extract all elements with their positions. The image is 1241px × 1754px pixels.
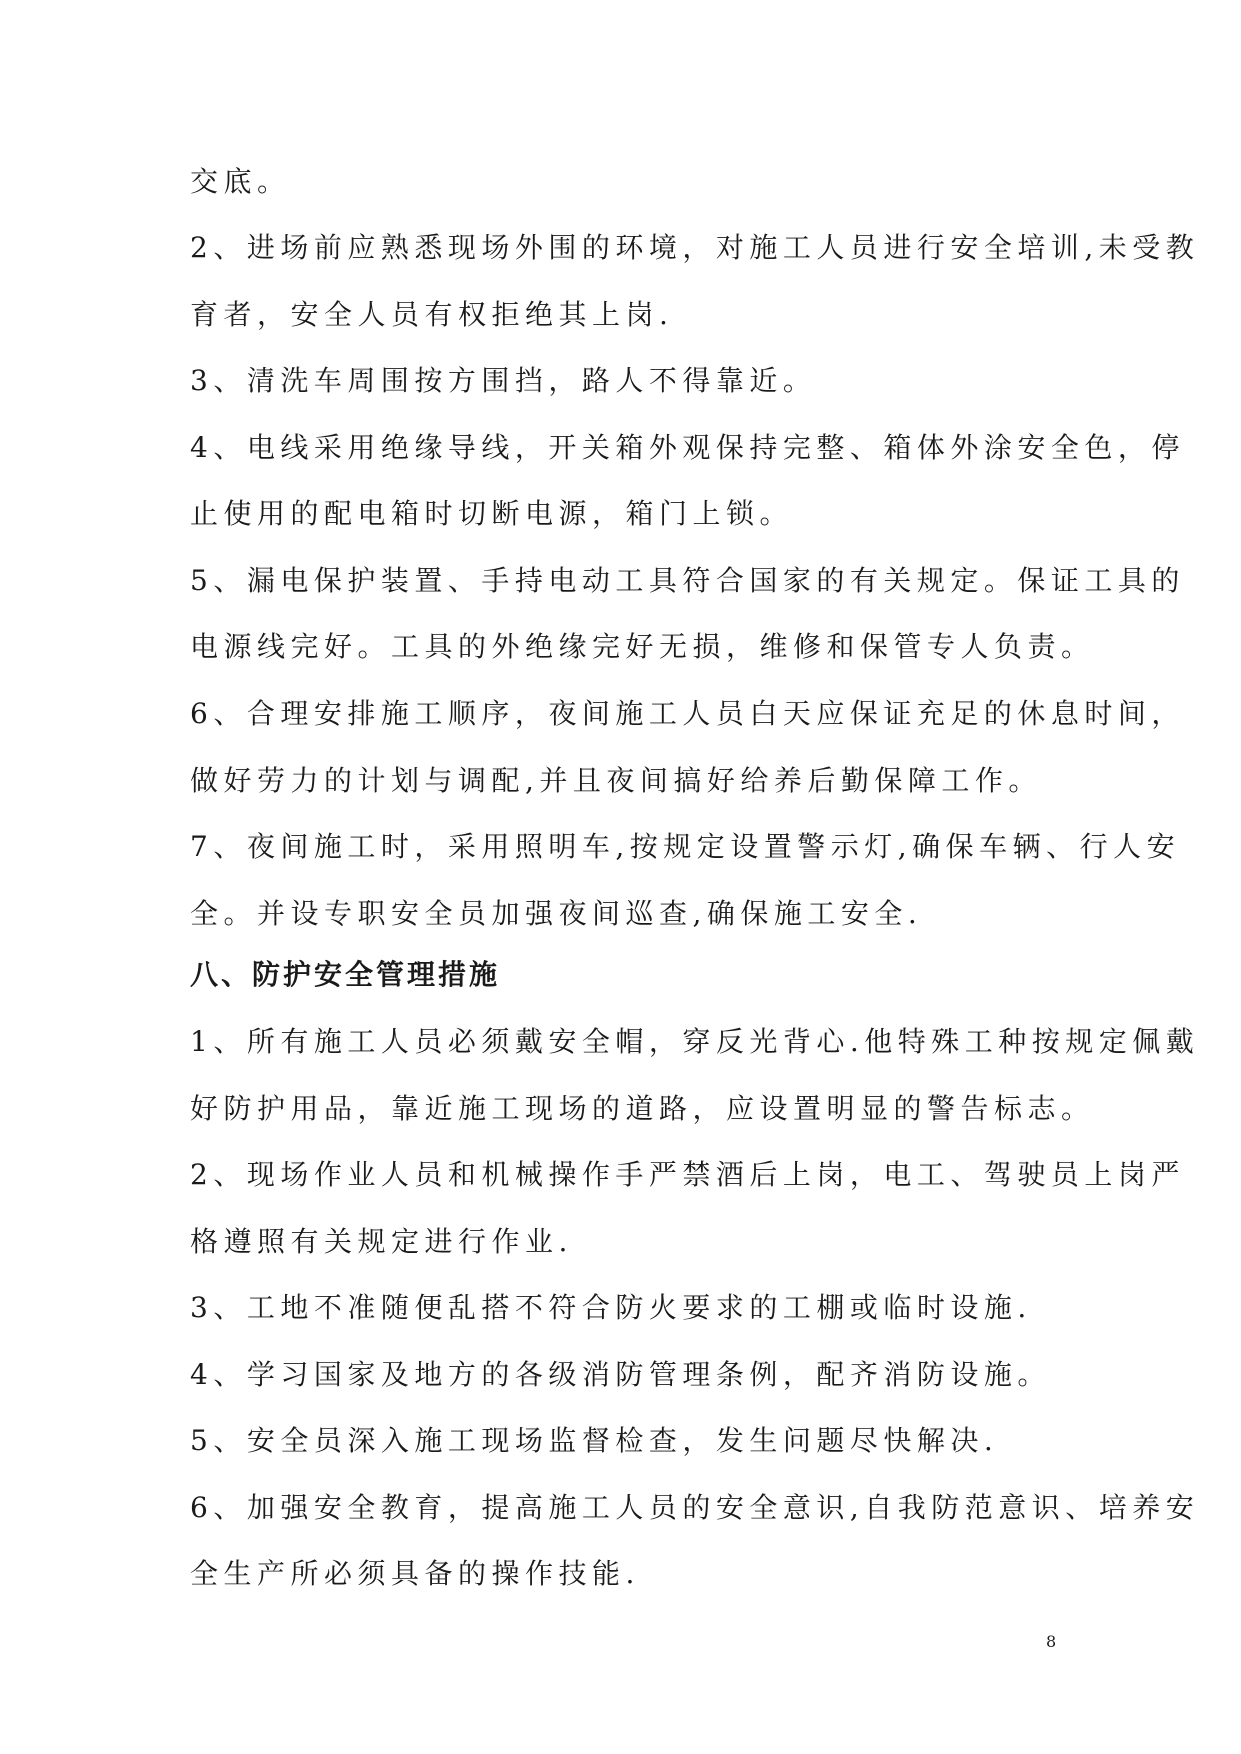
body-line: 5、漏电保护装置、手持电动工具符合国家的有关规定。保证工具的 xyxy=(190,564,1185,597)
body-line: 6、合理安排施工顺序，夜间施工人员白天应保证充足的休息时间， xyxy=(190,697,1185,730)
body-line: 2、进场前应熟悉现场外围的环境，对施工人员进行安全培训,未受教 xyxy=(190,231,1200,264)
body-line: 4、电线采用绝缘导线，开关箱外观保持完整、箱体外涂安全色，停 xyxy=(190,431,1185,464)
body-line: 做好劳力的计划与调配,并且夜间搞好给养后勤保障工作。 xyxy=(190,764,1042,797)
section-line: 6、加强安全教育，提高施工人员的安全意识,自我防范意识、培养安 xyxy=(190,1491,1200,1524)
body-line: 育者，安全人员有权拒绝其上岗. xyxy=(190,298,674,331)
section-line: 格遵照有关规定进行作业. xyxy=(190,1225,573,1258)
section-line: 1、所有施工人员必须戴安全帽，穿反光背心.他特殊工种按规定佩戴 xyxy=(190,1025,1200,1058)
section-line: 4、学习国家及地方的各级消防管理条例，配齐消防设施。 xyxy=(190,1358,1051,1391)
body-line: 全。并设专职安全员加强夜间巡查,确保施工安全. xyxy=(190,897,923,930)
section-heading: 八、防护安全管理措施 xyxy=(190,958,501,991)
section-line: 3、工地不准随便乱搭不符合防火要求的工棚或临时设施. xyxy=(190,1291,1032,1324)
section-line: 好防护用品，靠近施工现场的道路，应设置明显的警告标志。 xyxy=(190,1092,1095,1125)
section-line: 5、安全员深入施工现场监督检查，发生问题尽快解决. xyxy=(190,1424,999,1457)
body-line: 7、夜间施工时，采用照明车,按规定设置警示灯,确保车辆、行人安 xyxy=(190,830,1181,863)
section-line: 2、现场作业人员和机械操作手严禁酒后上岗，电工、驾驶员上岗严 xyxy=(190,1158,1185,1191)
body-line: 止使用的配电箱时切断电源，箱门上锁。 xyxy=(190,497,794,530)
body-line: 交底。 xyxy=(190,165,291,198)
body-line: 电源线完好。工具的外绝缘完好无损，维修和保管专人负责。 xyxy=(190,630,1095,663)
page-number: 8 xyxy=(1046,1632,1057,1651)
section-line: 全生产所必须具备的操作技能. xyxy=(190,1557,640,1590)
body-line: 3、清洗车周围按方围挡，路人不得靠近。 xyxy=(190,364,817,397)
